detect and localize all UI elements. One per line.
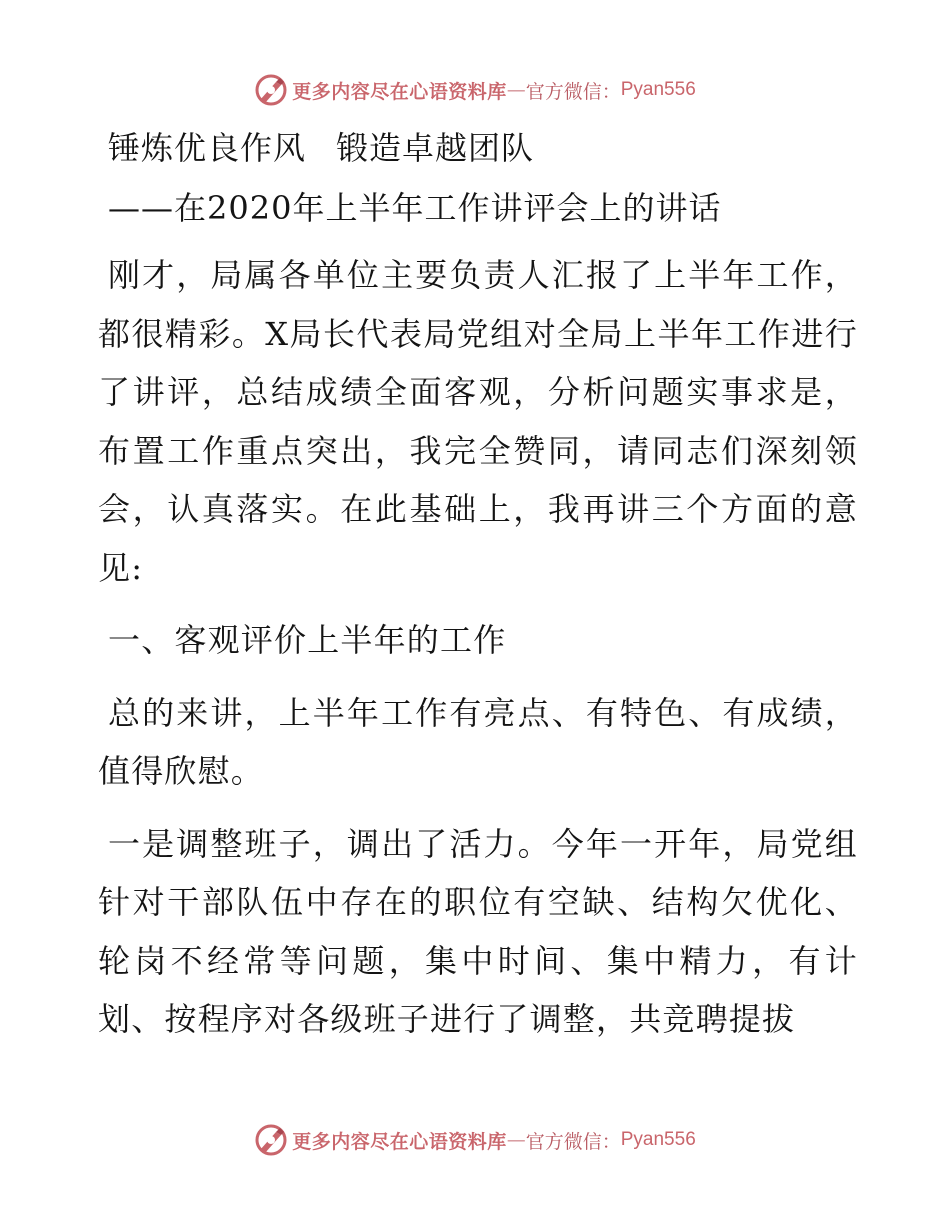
title-part-2: 锻造卓越团队 [336,129,535,167]
watermark-wechat-label: 官方微信： [525,80,621,103]
document-subtitle: ——在2020年上半年工作讲评会上的讲话 [108,189,722,227]
watermark-main-text: 更多内容尽在心语资料库 [292,80,507,103]
pen-logo-icon [254,73,288,107]
paragraph-summary: 总的来讲，上半年工作有亮点、有特色、有成绩，值得欣慰。 [98,693,858,790]
watermark-wechat-id: Pyan556 [620,1129,696,1150]
pen-logo-icon [254,1123,288,1157]
document-body [98,122,858,1049]
paragraph-intro: 刚才，局属各单位主要负责人汇报了上半年工作，都很精彩。X局长代表局党组对全局上半年工作进行了讲评，总结成绩全面客观，分析问题实事求是，布置工作重点突出，我完全赞同，请同志们深刻领会，认真落实。在此基础上，我再讲三个方面的意见: [98,256,858,587]
section-heading-1: 一、客观评价上半年的工作 [108,621,507,659]
watermark-dash: — [506,79,526,101]
watermark-wechat-label: 官方微信： [525,1130,621,1153]
watermark-dash: — [506,1129,526,1151]
watermark-wechat-id: Pyan556 [620,79,696,100]
header-watermark [0,70,950,110]
watermark-main-text: 更多内容尽在心语资料库 [292,1130,507,1153]
paragraph-point-1: 一是调整班子，调出了活力。今年一开年，局党组针对干部队伍中存在的职位有空缺、结构欠优化、轮岗不经常等问题，集中时间、集中精力，有计划、按程序对各级班子进行了调整，共竞聘提拔 [98,824,858,1038]
document-title [98,122,858,174]
title-part-1: 锤炼优良作风 [108,129,307,167]
footer-watermark [0,1120,950,1160]
